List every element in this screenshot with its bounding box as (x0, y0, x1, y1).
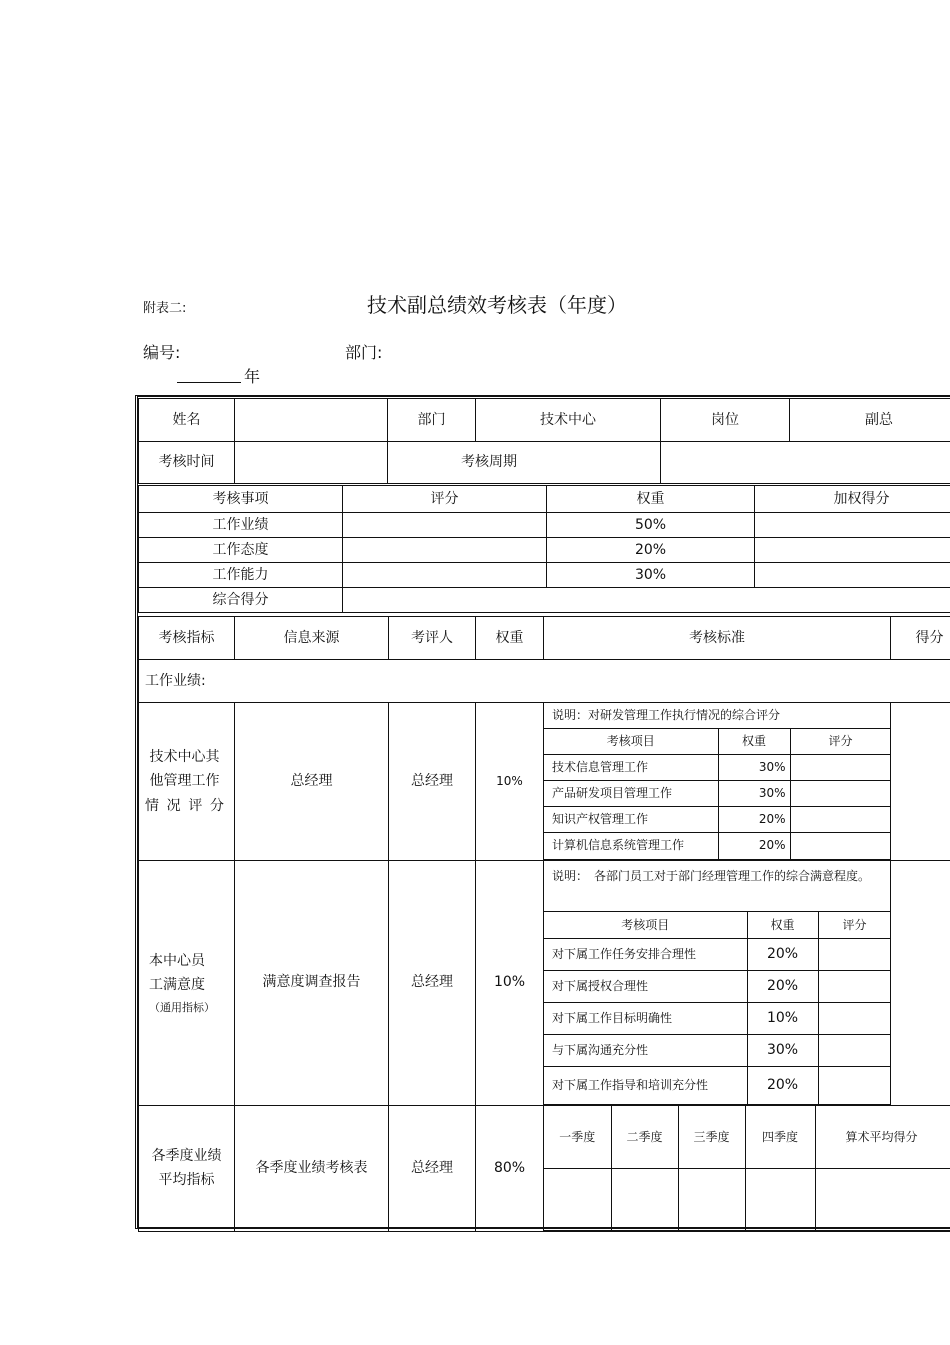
sub-score-field[interactable] (818, 1003, 891, 1035)
sub-score-field[interactable] (790, 754, 891, 780)
name-field[interactable] (235, 399, 388, 442)
summary-weighted-field[interactable] (755, 513, 950, 538)
quarter-header-q4: 四季度 (745, 1106, 815, 1168)
sub-weight: 20% (747, 939, 818, 971)
detail-header-weight: 权重 (476, 617, 544, 660)
dept-value: 技术中心 (476, 399, 661, 442)
indicator-name-note: （通用指标） (149, 1000, 215, 1014)
post-label: 岗位 (661, 399, 790, 442)
sub-weight: 20% (718, 806, 790, 832)
summary-weight: 20% (547, 538, 755, 563)
summary-header-score: 评分 (343, 486, 547, 513)
time-field[interactable] (235, 442, 388, 484)
summary-weight: 30% (547, 563, 755, 588)
indicator-source: 各季度业绩考核表 (235, 1106, 389, 1232)
year-blank-line (177, 382, 241, 383)
detail-header-indicator: 考核指标 (139, 617, 235, 660)
sub-weight: 30% (747, 1035, 818, 1067)
dept-label: 部门 (388, 399, 476, 442)
indicator-name-text: 本中心员工满意度 (149, 952, 205, 994)
detail-header-rater: 考评人 (389, 617, 476, 660)
indicator-source: 总经理 (235, 703, 389, 861)
indicator-name: 技术中心其他管理工作情况评分 (139, 703, 235, 861)
summary-table (138, 485, 950, 613)
quarter-header-q2: 二季度 (611, 1106, 678, 1168)
indicator-weight: 10% (476, 860, 544, 1106)
summary-score-field[interactable] (343, 513, 547, 538)
total-field[interactable] (343, 588, 950, 613)
sub-item: 对下属工作目标明确性 (544, 1003, 747, 1035)
quarter-q3-field[interactable] (678, 1168, 745, 1230)
sub-score-field[interactable] (790, 832, 891, 859)
summary-header-item: 考核事项 (139, 486, 343, 513)
indicator-standard (544, 703, 891, 861)
serial-label: 编号: (143, 343, 181, 362)
detail-header-source: 信息来源 (235, 617, 389, 660)
info-table (138, 398, 950, 484)
sub-score-field[interactable] (818, 1035, 891, 1067)
indicator-name (139, 860, 235, 1106)
quarter-header-average: 算术平均得分 (815, 1106, 950, 1168)
time-label: 考核时间 (139, 442, 235, 484)
sub-weight: 20% (747, 1067, 818, 1105)
quarter-average-field[interactable] (815, 1168, 950, 1230)
sub-item: 产品研发项目管理工作 (544, 780, 718, 806)
summary-item: 工作业绩 (139, 513, 343, 538)
sub-score-field[interactable] (818, 1067, 891, 1105)
quarter-q1-field[interactable] (544, 1168, 611, 1230)
sub-header-item: 考核项目 (544, 728, 718, 754)
summary-item: 工作能力 (139, 563, 343, 588)
sub-item: 对下属工作任务安排合理性 (544, 939, 747, 971)
quarter-q4-field[interactable] (745, 1168, 815, 1230)
sub-weight: 30% (718, 780, 790, 806)
summary-weight: 50% (547, 513, 755, 538)
indicator-source: 满意度调查报告 (235, 860, 389, 1106)
quarter-grid (544, 1106, 950, 1232)
period-field[interactable] (661, 442, 950, 484)
sub-item: 知识产权管理工作 (544, 806, 718, 832)
sub-score-field[interactable] (790, 780, 891, 806)
standard-note: 说明： 各部门员工对于部门经理管理工作的综合满意程度。 (544, 861, 891, 912)
standard-subtable (544, 703, 891, 860)
detail-header-score: 得分 (891, 617, 950, 660)
summary-weighted-field[interactable] (755, 538, 950, 563)
indicator-weight: 80% (476, 1106, 544, 1232)
indicator-score-field[interactable] (891, 860, 950, 1106)
total-label: 综合得分 (139, 588, 343, 613)
post-value: 副总 (790, 399, 950, 442)
detail-header-standard: 考核标准 (544, 617, 891, 660)
department-label: 部门: (345, 343, 383, 362)
sub-score-field[interactable] (818, 971, 891, 1003)
sub-weight: 20% (747, 971, 818, 1003)
sub-header-weight: 权重 (718, 728, 790, 754)
quarter-header-q1: 一季度 (544, 1106, 611, 1168)
summary-header-weight: 权重 (547, 486, 755, 513)
detail-table (138, 616, 950, 1232)
indicator-standard (544, 860, 891, 1106)
appendix-label: 附表二: (143, 301, 187, 316)
quarter-q2-field[interactable] (611, 1168, 678, 1230)
indicator-name: 各季度业绩平均指标 (139, 1106, 235, 1232)
sub-item: 对下属授权合理性 (544, 971, 747, 1003)
sub-item: 计算机信息系统管理工作 (544, 832, 718, 859)
name-label: 姓名 (139, 399, 235, 442)
sub-header-score: 评分 (818, 912, 891, 939)
summary-score-field[interactable] (343, 563, 547, 588)
year-label: 年 (244, 367, 261, 386)
summary-score-field[interactable] (343, 538, 547, 563)
sub-weight: 30% (718, 754, 790, 780)
period-label: 考核周期 (388, 442, 661, 484)
standard-subtable (544, 861, 891, 1106)
sub-weight: 10% (747, 1003, 818, 1035)
quarter-subtable (544, 1106, 950, 1231)
summary-header-weighted: 加权得分 (755, 486, 950, 513)
sub-header-score: 评分 (790, 728, 891, 754)
standard-note: 说明：对研发管理工作执行情况的综合评分 (544, 703, 891, 728)
summary-item: 工作态度 (139, 538, 343, 563)
sub-header-item: 考核项目 (544, 912, 747, 939)
quarter-header-q3: 三季度 (678, 1106, 745, 1168)
sub-weight: 20% (718, 832, 790, 859)
sub-item: 与下属沟通充分性 (544, 1035, 747, 1067)
sub-score-field[interactable] (818, 939, 891, 971)
sub-score-field[interactable] (790, 806, 891, 832)
indicator-score-field[interactable] (891, 703, 950, 861)
sub-item: 技术信息管理工作 (544, 754, 718, 780)
indicator-rater: 总经理 (389, 703, 476, 861)
page-title: 技术副总绩效考核表（年度） (367, 293, 627, 317)
indicator-rater: 总经理 (389, 860, 476, 1106)
sub-header-weight: 权重 (747, 912, 818, 939)
indicator-rater: 总经理 (389, 1106, 476, 1232)
indicator-weight: 10% (476, 703, 544, 861)
section-label: 工作业绩: (139, 660, 950, 703)
summary-weighted-field[interactable] (755, 563, 950, 588)
sub-item: 对下属工作指导和培训充分性 (544, 1067, 747, 1105)
